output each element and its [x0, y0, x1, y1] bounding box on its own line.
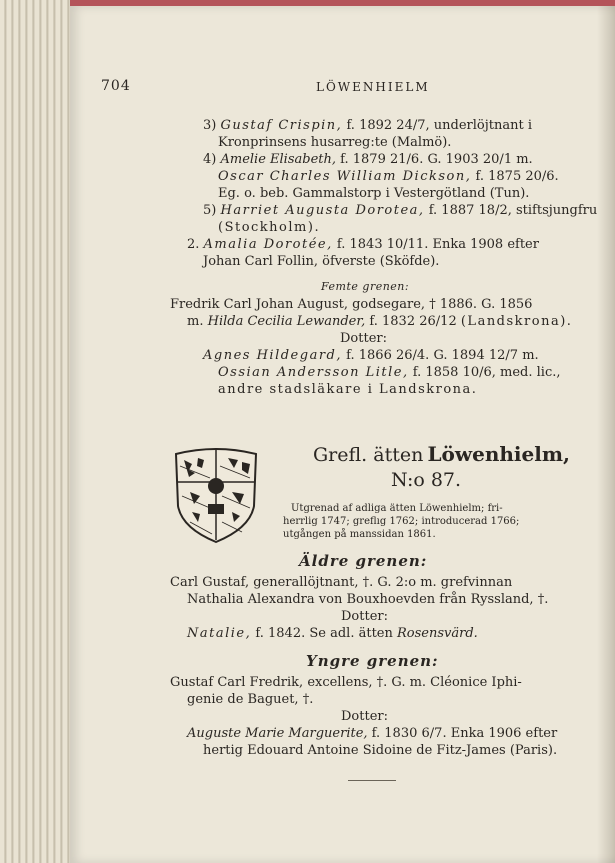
entry-line: 5) Harriet Augusta Dorotea, f. 1887 18/2, stiftsjungfru: [203, 203, 598, 218]
entry-line: genie de Baguet, †.: [187, 692, 314, 707]
family-title: Grefl. ätten Löwenhielm,: [313, 442, 570, 466]
family-note: Utgrenad af adliga ätten Löwenhielm; fri-: [291, 503, 503, 514]
entry-line: Gustaf Carl Fredrik, excellens, †. G. m. Cléonice Iphi-: [170, 675, 522, 690]
entry-line: andre stadsläkare i Landskrona.: [218, 382, 478, 397]
dotter-label: Dotter:: [340, 331, 387, 346]
page-number: 704: [101, 78, 131, 94]
entry-line: Johan Carl Follin, öfverste (Sköfde).: [203, 254, 440, 269]
entry-line: Kronprinsens husarreg:te (Malmö).: [218, 135, 452, 150]
family-note: utgången på manssidan 1861.: [283, 529, 436, 540]
entry-line: Fredrik Carl Johan August, godsegare, † 1886. G. 1856: [170, 297, 533, 312]
dotter-label: Dotter:: [341, 609, 388, 624]
entry-line: Agnes Hildegard, f. 1866 26/4. G. 1894 12/7 m.: [203, 348, 539, 363]
running-head: LÖWENHIELM: [316, 80, 430, 94]
entry-line: 4) Amelie Elisabeth, f. 1879 21/6. G. 1903 20/1 m.: [203, 152, 533, 167]
coat-of-arms-icon: [170, 446, 262, 544]
entry-line: Oscar Charles William Dickson, f. 1875 20/6.: [218, 169, 559, 184]
entry-line: Auguste Marie Marguerite, f. 1830 6/7. Enka 1906 efter: [187, 726, 558, 741]
section-divider: [348, 780, 396, 781]
entry-line: 3) Gustaf Crispin, f. 1892 24/7, underlöjtnant i: [203, 118, 532, 133]
entry-line: Ossian Andersson Litle, f. 1858 10/6, med. lic.,: [218, 365, 561, 380]
book-binding: [0, 0, 70, 863]
dotter-label: Dotter:: [341, 709, 388, 724]
entry-line: (Stockholm).: [218, 220, 321, 235]
entry-line: Natalie, f. 1842. Se adl. ätten Rosensvärd.: [187, 626, 478, 641]
section-heading: Yngre grenen:: [306, 652, 439, 670]
entry-line: Nathalia Alexandra von Bouxhoevden från Ryssland, †.: [187, 592, 549, 607]
entry-line: Carl Gustaf, generallöjtnant, †. G. 2:o m. grefvinnan: [170, 575, 513, 590]
entry-line: m. Hilda Cecilia Lewander, f. 1832 26/12 (Landskrona).: [187, 314, 573, 329]
entry-line: 2. Amalia Dorotée, f. 1843 10/11. Enka 1908 efter: [187, 237, 539, 252]
section-heading: Äldre grenen:: [299, 552, 428, 570]
section-heading: Femte grenen:: [321, 280, 410, 293]
family-number: N:o 87.: [391, 469, 462, 491]
entry-line: hertig Edouard Antoine Sidoine de Fitz-James (Paris).: [203, 743, 558, 758]
entry-line: Eg. o. beb. Gammalstorp i Vestergötland (Tun).: [218, 186, 530, 201]
family-note: herrlig 1747; greflıg 1762; introducerad 1766;: [283, 516, 520, 527]
